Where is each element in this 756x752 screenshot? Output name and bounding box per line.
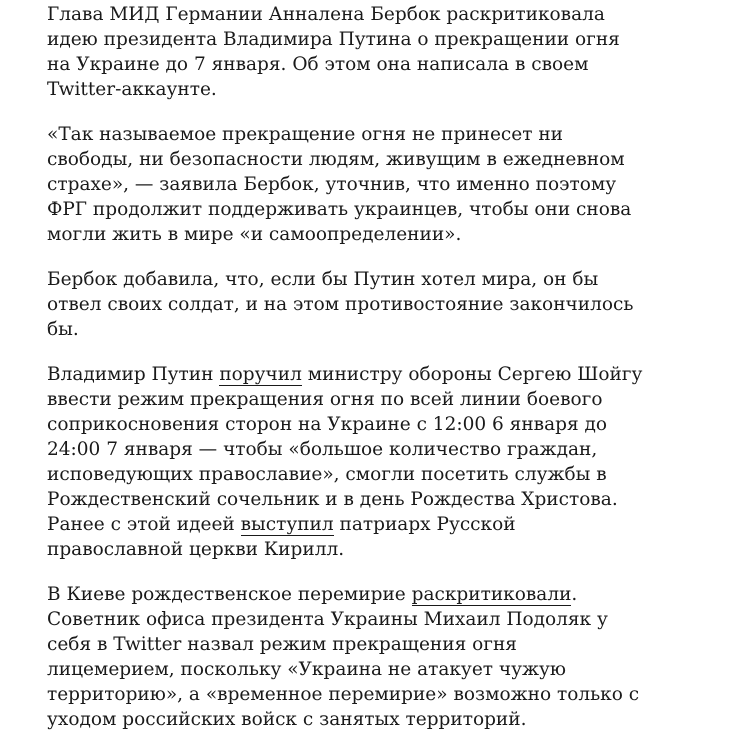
paragraph-1: Глава МИД Германии Анналена Бербок раскритиковала идею президента Владимира Путина о прекращении огня на Украине до 7 января. Об этом она написала в своем Twitter-аккаунте.: [47, 4, 620, 100]
paragraph-4-text-1: Владимир Путин: [47, 364, 220, 385]
paragraph-5-text-1: В Киеве рождественское перемирие: [47, 584, 412, 605]
paragraph-4: [47, 362, 647, 562]
link-vystupil[interactable]: выступил: [240, 514, 334, 535]
paragraph-5: [47, 582, 647, 732]
paragraph-4-text-2: министру обороны Сергею Шойгу ввести режим прекращения огня по всей линии боевого соприкосновения сторон на Украине с 12:00 6 января до 24:00 7 января — чтобы «большое количество граждан, исповедующих православие», смогли посетить службы в Рождественский сочельник и в день Рождества Христова. Ранее с этой идеей: [47, 364, 643, 535]
paragraph-2: «Так называемое прекращение огня не принесет ни свободы, ни безопасности людям, живущим в ежедневном страхе», — заявила Бербок, уточнив, что именно поэтому ФРГ продолжит поддерживать украинцев, чтобы они снова могли жить в мире «и самоопределении».: [47, 124, 632, 245]
paragraph-5-text-2: . Советник офиса президента Украины Михаил Подоляк у себя в Twitter назвал режим прекращения огня лицемерием, поскольку «Украина не атакует чужую территорию», а «временное перемирие» возможно только с уходом российских войск с занятых территорий.: [47, 584, 640, 730]
link-raskritikovali[interactable]: раскритиковали: [411, 584, 572, 605]
link-poruchil[interactable]: поручил: [219, 364, 302, 385]
article-body: [47, 0, 647, 752]
paragraph-3: Бербок добавила, что, если бы Путин хотел мира, он бы отвел своих солдат, и на этом противостояние закончилось бы.: [47, 269, 634, 340]
paragraph-4-text-3: патриарх Русской православной церкви Кирилл.: [47, 514, 516, 560]
